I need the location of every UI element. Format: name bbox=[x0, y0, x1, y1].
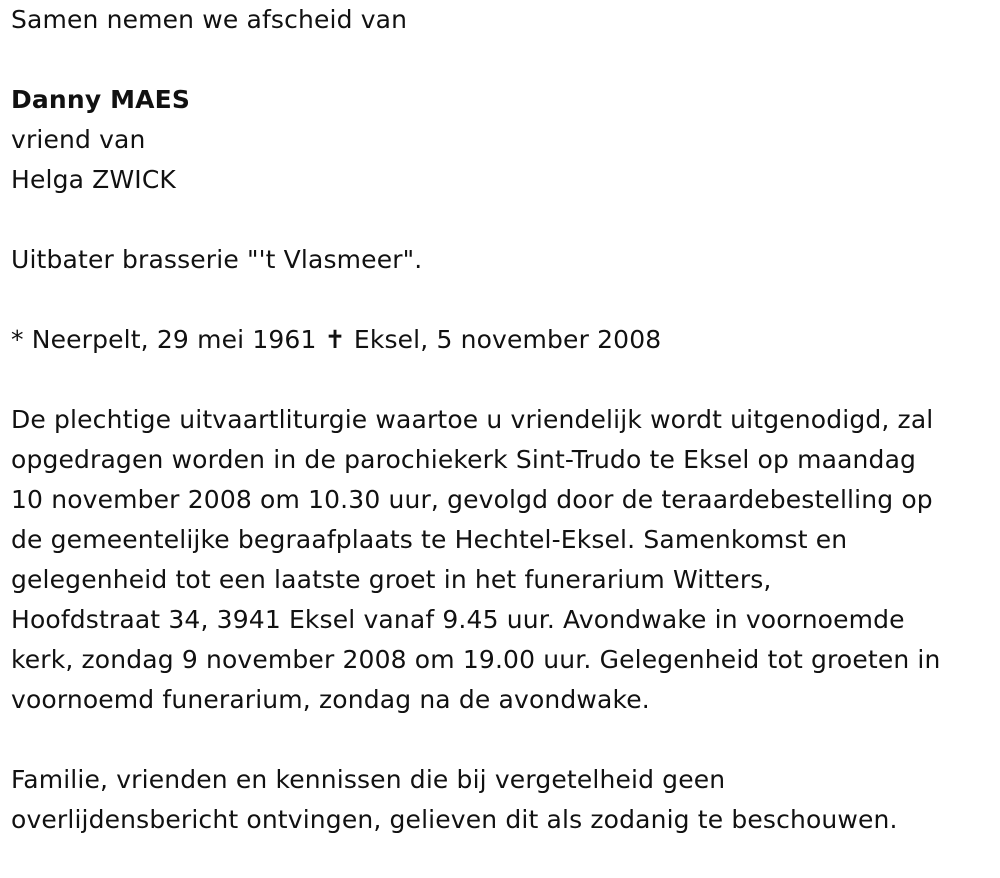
closing-line: Familie, vrienden en kennissen die bij vergetelheid geen bbox=[11, 765, 726, 794]
ceremony-line: opgedragen worden in de parochiekerk Sint-Trudo te Eksel op maandag bbox=[11, 445, 917, 474]
spacer bbox=[11, 720, 995, 760]
ceremony-line: De plechtige uitvaartliturgie waartoe u vriendelijk wordt uitgenodigd, zal bbox=[11, 405, 934, 434]
occupation-text: Uitbater brasserie "'t Vlasmeer". bbox=[11, 245, 423, 274]
ceremony-line: kerk, zondag 9 november 2008 om 19.00 uur. Gelegenheid tot groeten in bbox=[11, 645, 941, 674]
spacer bbox=[11, 360, 995, 400]
spacer bbox=[11, 280, 995, 320]
relation-text: vriend van bbox=[11, 125, 146, 154]
ceremony-line: Hoofdstraat 34, 3941 Eksel vanaf 9.45 uur. Avondwake in voornoemde bbox=[11, 605, 905, 634]
intro-text: Samen nemen we afscheid van bbox=[11, 5, 408, 34]
ceremony-line: gelegenheid tot een laatste groet in het funerarium Witters, bbox=[11, 565, 772, 594]
partner-name: Helga ZWICK bbox=[11, 165, 176, 194]
ceremony-paragraph bbox=[11, 400, 995, 720]
birth-text: * Neerpelt, 29 mei 1961 bbox=[11, 325, 317, 354]
spacer bbox=[11, 200, 995, 240]
closing-line: overlijdensbericht ontvingen, gelieven dit als zodanig te beschouwen. bbox=[11, 805, 898, 834]
cross-icon: ✝ bbox=[324, 325, 346, 354]
spacer bbox=[11, 40, 995, 80]
ceremony-line: de gemeentelijke begraafplaats te Hechtel-Eksel. Samenkomst en bbox=[11, 525, 848, 554]
death-notice bbox=[11, 0, 995, 840]
birth-death-line bbox=[11, 320, 995, 360]
closing-paragraph bbox=[11, 760, 995, 840]
death-text: Eksel, 5 november 2008 bbox=[353, 325, 662, 354]
ceremony-line: 10 november 2008 om 10.30 uur, gevolgd door de teraardebestelling op bbox=[11, 485, 933, 514]
ceremony-line: voornoemd funerarium, zondag na de avondwake. bbox=[11, 685, 650, 714]
deceased-name: Danny MAES bbox=[11, 85, 191, 114]
